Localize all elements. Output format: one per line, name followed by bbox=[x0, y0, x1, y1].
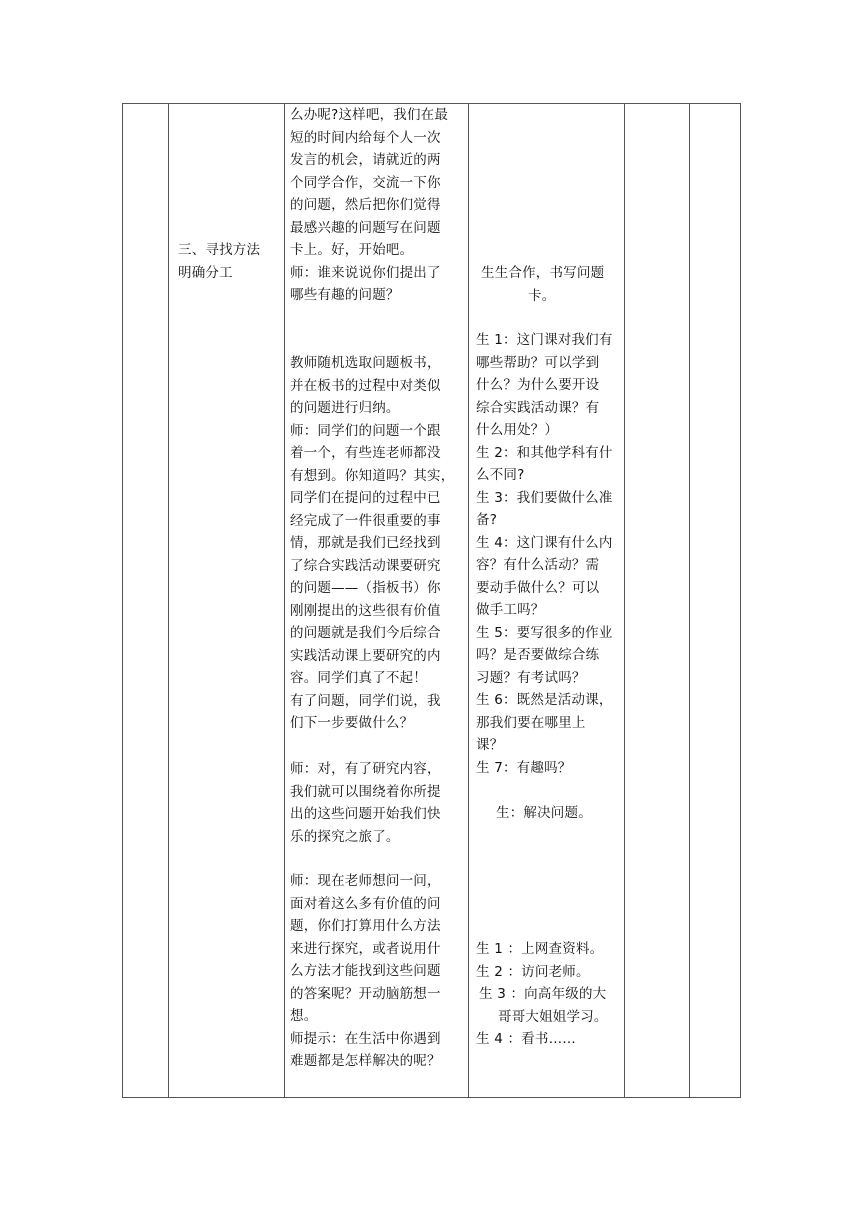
teacher-text-line: 并在板书的过程中对类似 bbox=[290, 377, 441, 394]
student-text-line: 生 3：我们要做什么准 bbox=[476, 489, 613, 506]
teacher-text-line: 短的时间内给每个人一次 bbox=[290, 129, 441, 146]
teacher-text-line: 我们就可以围绕着你所提 bbox=[290, 783, 441, 800]
teacher-text-line: 难题都是怎样解决的呢？ bbox=[290, 1053, 441, 1069]
student-text-line: 习题？有考试吗？ bbox=[476, 669, 586, 686]
student-text-line: 什么用处？） bbox=[476, 422, 559, 438]
teacher-text-line: 经完成了一件很重要的事 bbox=[290, 512, 441, 529]
teacher-text-line: 最感兴趣的问题写在问题 bbox=[290, 219, 441, 236]
teacher-text-line: 师：对，有了研究内容， bbox=[290, 761, 441, 777]
teacher-text-line: 师：谁来说说你们提出了 bbox=[290, 264, 441, 281]
student-text-line: 生 1 ：上网查资料。 bbox=[476, 941, 604, 957]
teacher-text-line: 师：现在老师想问一问， bbox=[290, 873, 441, 889]
student-text-line: 容？有什么活动？需 bbox=[476, 557, 600, 573]
teacher-text-line: 有想到。你知道吗？其实， bbox=[290, 467, 455, 484]
teacher-text-line: 容。同学们真了不起！ bbox=[290, 670, 427, 686]
teacher-text-line: 了综合实践活动课要研究 bbox=[290, 557, 441, 574]
teacher-text-line: 的问题——（指板书）你 bbox=[290, 580, 441, 596]
student-text-line: 哥哥大姐姐学习。 bbox=[498, 1008, 608, 1025]
stage-title-line: 明确分工 bbox=[178, 264, 233, 281]
teacher-text-line: 着一个，有些连老师都没 bbox=[290, 445, 441, 461]
student-text-line: 备? bbox=[476, 512, 498, 528]
student-text-line: 生生合作，书写问题 bbox=[481, 265, 605, 281]
column-divider bbox=[284, 104, 285, 1097]
teacher-text-line: 教师随机选取问题板书， bbox=[290, 355, 441, 371]
teacher-text-line: 想。 bbox=[290, 1008, 318, 1024]
teacher-text-line: 师提示：在生活中你遇到 bbox=[290, 1030, 441, 1047]
student-text-line: 生 3 ：向高年级的大 bbox=[479, 986, 607, 1002]
column-divider bbox=[168, 104, 169, 1097]
teacher-text-line: 刚刚提出的这些很有价值 bbox=[290, 602, 441, 619]
student-text-line: 什么？为什么要开设 bbox=[476, 377, 600, 393]
teacher-text-line: 发言的机会，请就近的两 bbox=[290, 152, 441, 168]
student-text-line: 生 7：有趣吗？ bbox=[476, 759, 572, 776]
student-text-line: 综合实践活动课？有 bbox=[476, 399, 600, 416]
student-text-line: 生 4 ：看书…… bbox=[476, 1031, 576, 1047]
teacher-text-line: 题，你们打算用什么方法 bbox=[290, 918, 441, 934]
student-text-line: 么不同? bbox=[476, 467, 525, 483]
student-text-line: 要动手做什么？可以 bbox=[476, 579, 600, 596]
student-text-line: 生：解决问题。 bbox=[496, 805, 592, 821]
student-text-line: 生 1：这门课对我们有 bbox=[476, 332, 613, 348]
student-text-line: 生 2：和其他学科有什 bbox=[476, 444, 613, 461]
student-text-line: 生 5：要写很多的作业 bbox=[476, 624, 613, 641]
teacher-text-line: 卡上。好，开始吧。 bbox=[290, 242, 414, 258]
teacher-text-line: 来进行探究，或者说用什 bbox=[290, 940, 441, 957]
column-divider bbox=[689, 104, 690, 1097]
student-text-line: 生 6：既然是活动课， bbox=[476, 692, 613, 708]
teacher-text-line: 情，那就是我们已经找到 bbox=[290, 535, 441, 551]
student-text-line: 吗？是否要做综合练 bbox=[476, 647, 600, 663]
column-divider bbox=[624, 104, 625, 1097]
student-text-line: 卡。 bbox=[528, 287, 556, 304]
teacher-text-line: 们下一步要做什么？ bbox=[290, 715, 414, 731]
teacher-text-line: 实践活动课上要研究的内 bbox=[290, 647, 441, 664]
teacher-text-line: 面对着这么多有价值的问 bbox=[290, 895, 441, 912]
student-text-line: 那我们要在哪里上 bbox=[476, 714, 586, 731]
teacher-text-line: 的问题，然后把你们觉得 bbox=[290, 197, 441, 213]
student-text-line: 生 2 ：访问老师。 bbox=[476, 963, 590, 980]
teacher-text-line: 个同学合作，交流一下你 bbox=[290, 174, 441, 191]
teacher-text-line: 的问题进行归纳。 bbox=[290, 400, 400, 416]
student-text-line: 哪些帮助？可以学到 bbox=[476, 354, 600, 371]
teacher-text-line: 的答案呢？开动脑筋想一 bbox=[290, 985, 441, 1002]
student-text-line: 做手工吗？ bbox=[476, 602, 545, 618]
teacher-text-line: 师：同学们的问题一个跟 bbox=[290, 422, 441, 439]
teacher-text-line: 有了问题，同学们说，我 bbox=[290, 692, 441, 709]
teacher-text-line: 乐的探究之旅了。 bbox=[290, 828, 400, 845]
teacher-text-line: 哪些有趣的问题？ bbox=[290, 287, 400, 303]
student-text-line: 生 4：这门课有什么内 bbox=[476, 534, 613, 551]
teacher-text-line: 出的这些问题开始我们快 bbox=[290, 806, 441, 822]
teacher-text-line: 么方法才能找到这些问题 bbox=[290, 963, 441, 979]
column-divider bbox=[468, 104, 469, 1097]
student-text-line: 课？ bbox=[476, 737, 504, 753]
stage-title-line: 三、寻找方法 bbox=[178, 242, 261, 258]
teacher-text-line: 的问题就是我们今后综合 bbox=[290, 625, 441, 641]
teacher-text-line: 么办呢?这样吧，我们在最 bbox=[290, 107, 449, 123]
teacher-text-line: 同学们在提问的过程中已 bbox=[290, 490, 441, 506]
